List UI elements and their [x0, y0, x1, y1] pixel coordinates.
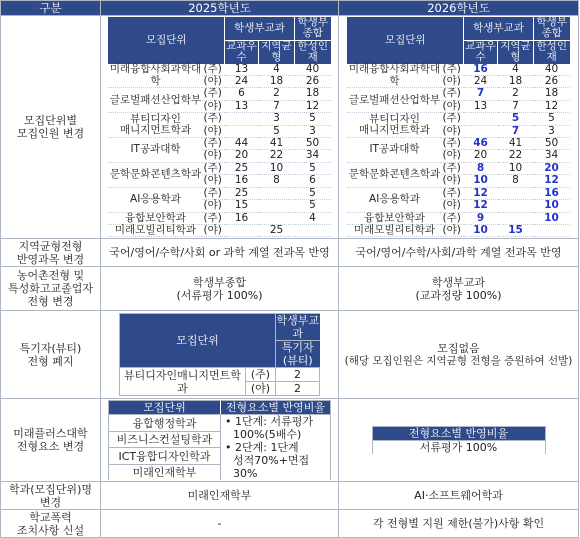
recruit-2025-cell	[101, 16, 339, 239]
special-head-b: 특기자(뷰티)	[276, 341, 320, 368]
recruit-count: 3	[534, 125, 570, 137]
recruit-count	[259, 187, 295, 199]
special-r1-value: 2	[276, 368, 320, 382]
header-2025: 2025학년도	[101, 1, 339, 16]
recruit-unit-name: 뷰티디자인 매니지먼트학과	[347, 113, 441, 138]
recruit-shift-label: (야)	[202, 76, 224, 88]
special-r2-label: (야)	[245, 382, 275, 396]
recruit-shift-label: (야)	[202, 100, 224, 112]
future-table	[108, 400, 331, 480]
recruit-shift-label: (주)	[202, 187, 224, 199]
recruit-count: 5	[295, 162, 331, 174]
future-ratio-line-2: • 2단계: 1단계	[225, 441, 299, 455]
recruit-count: 10	[498, 162, 534, 174]
recruit-count: 22	[259, 150, 295, 162]
recruit-head-group2: 학생부종합	[534, 17, 570, 40]
recruit-count: 18	[498, 76, 534, 88]
recruit-shift-label: (야)	[441, 224, 463, 236]
future-unit-1: 비즈니스컨설팅학과	[109, 431, 221, 448]
recruit-count: 6	[295, 175, 331, 187]
future-2025	[101, 399, 339, 482]
recruit-shift-label: (주)	[202, 212, 224, 224]
special-2026-note: (해당 모집인원은 지역균형 전형을 증원하여 선발)	[344, 354, 573, 367]
recruit-count	[498, 187, 534, 199]
recruit-count: 5	[498, 113, 534, 125]
recruit-row	[108, 162, 330, 174]
recruit-count: 24	[225, 76, 259, 88]
recruit-head-unit: 모집단위	[108, 17, 224, 64]
recruit-count: 7	[464, 88, 498, 100]
recruit-unit-name: IT공과대학	[108, 138, 202, 163]
rural-2025	[101, 267, 339, 311]
recruit-subhead-3: 한성인재	[534, 40, 570, 63]
recruit-unit-name: 뷰티디자인 매니지먼트학과	[108, 113, 202, 138]
recruit-subhead-2: 지역균형	[498, 40, 534, 63]
recruit-unit-name: 미래융합사회과학대학	[109, 63, 202, 87]
special-r2-value: 2	[276, 382, 320, 396]
recruit-shift-label: (야)	[202, 224, 224, 236]
recruit-count: 2	[498, 88, 534, 100]
recruit-count: 18	[534, 88, 570, 100]
regional-2025: 국어/영어/수학/사회 or 과학 계열 전과목 반영	[101, 239, 339, 267]
recruit-count: 44	[225, 138, 259, 150]
row-label-violence: 학교폭력 조치사항 신설	[1, 510, 101, 538]
recruit-row	[347, 64, 569, 76]
recruit-subhead-1: 교과우수	[226, 39, 257, 64]
row-label-regional: 지역균형전형 반영과목 변경	[1, 239, 101, 267]
recruit-count: 16	[534, 187, 570, 199]
future-head-unit: 모집단위	[109, 401, 221, 415]
recruit-row	[108, 224, 330, 236]
special-table	[119, 313, 320, 396]
recruit-unit-name: 글로벌패션산업학부	[347, 88, 441, 113]
recruit-count: 10	[534, 200, 570, 212]
recruit-unit-name: 융합보안학과	[108, 212, 202, 224]
recruit-row	[347, 224, 569, 236]
recruit-shift-label: (야)	[441, 100, 463, 112]
recruit-count: 10	[464, 224, 498, 236]
recruit-unit-name: 문학문화콘텐츠학과	[347, 162, 441, 187]
regional-2026: 국어/영어/수학/사회/과학 계열 전과목 반영	[339, 239, 579, 267]
recruit-count: 2	[259, 88, 295, 100]
recruit-unit-name: IT공과대학	[347, 138, 441, 163]
recruit-count: 7	[498, 100, 534, 112]
row-label-rural: 농어촌전형 및 특성화고교졸업자 전형 변경	[1, 267, 101, 311]
recruit-row	[108, 187, 330, 199]
recruit-count	[498, 212, 534, 224]
violence-2026: 각 전형별 지원 제한(불가)사항 확인	[339, 510, 579, 538]
special-head-a: 학생부교과	[276, 314, 319, 341]
future-unit-2: ICT융합디자인학과	[109, 448, 221, 465]
recruit-count	[295, 224, 331, 236]
recruit-count: 12	[534, 175, 570, 187]
recruit-row	[347, 187, 569, 199]
recruit-table-y2025	[108, 17, 330, 237]
recruit-count: 9	[464, 212, 498, 224]
recruit-count	[225, 224, 259, 236]
future-2026	[339, 399, 579, 482]
recruit-count: 12	[464, 200, 498, 212]
recruit-shift-label: (야)	[441, 150, 463, 162]
recruit-count: 4	[498, 64, 534, 76]
rename-2025: 미래인재학부	[101, 482, 339, 510]
future-ratio-line-1: 100%(5배수)	[233, 428, 302, 442]
recruit-count: 34	[295, 150, 331, 162]
recruit-shift-label: (주)	[441, 187, 463, 199]
future-2026-table	[372, 426, 546, 454]
recruit-count: 46	[464, 138, 498, 150]
future-unit-3: 미래인재학부	[109, 464, 221, 480]
special-head-unit: 모집단위	[119, 314, 275, 368]
row-label-rename: 학과(모집단위)명 변경	[1, 482, 101, 510]
recruit-row	[108, 212, 330, 224]
recruit-shift-label: (주)	[202, 162, 224, 174]
recruit-count: 41	[259, 138, 295, 150]
recruit-count: 13	[225, 64, 259, 76]
recruit-count: 4	[295, 212, 331, 224]
recruit-count: 16	[225, 175, 259, 187]
rename-2026: AI·소프트웨어학과	[339, 482, 579, 510]
recruit-head-group1: 학생부교과	[225, 17, 295, 40]
recruit-shift-label: (야)	[202, 125, 224, 137]
recruit-count: 25	[225, 187, 259, 199]
recruit-row	[347, 212, 569, 224]
future-ratio-list	[221, 415, 331, 481]
future-head-ratio: 전형요소별 반영비율	[221, 401, 331, 415]
row-label-future: 미래플러스대학 전형요소 변경	[1, 399, 101, 482]
recruit-count: 25	[225, 162, 259, 174]
recruit-count: 12	[295, 100, 331, 112]
recruit-count: 4	[259, 64, 295, 76]
rural-2025-detail: (서류평가 100%)	[176, 288, 263, 302]
recruit-count	[259, 212, 295, 224]
recruit-count: 5	[259, 125, 295, 137]
recruit-count: 7	[259, 100, 295, 112]
row-label-special: 특기자(뷰티) 전형 폐지	[1, 311, 101, 399]
recruit-shift-label: (야)	[441, 175, 463, 187]
future-2026-value: 서류평가 100%	[372, 441, 545, 455]
recruit-count: 5	[534, 113, 570, 125]
recruit-shift-label: (야)	[202, 175, 224, 187]
recruit-count: 15	[498, 224, 534, 236]
recruit-count: 24	[464, 76, 498, 88]
rural-2025-type: 학생부종합	[192, 275, 247, 289]
recruit-2026-cell	[339, 16, 579, 239]
recruit-shift-label: (야)	[441, 200, 463, 212]
recruit-count: 6	[225, 88, 259, 100]
recruit-count: 8	[259, 175, 295, 187]
recruit-count: 15	[225, 200, 259, 212]
recruit-count: 13	[464, 100, 498, 112]
recruit-count	[464, 113, 498, 125]
recruit-shift-label: (주)	[202, 64, 224, 76]
recruit-unit-name: 글로벌패션산업학부	[108, 88, 202, 113]
recruit-subhead-3: 한성인재	[295, 40, 331, 63]
recruit-shift-label: (주)	[441, 138, 463, 150]
recruit-shift-label: (주)	[202, 138, 224, 150]
recruit-unit-name: 문학문화콘텐츠학과	[108, 162, 202, 187]
recruit-count: 20	[464, 150, 498, 162]
recruit-shift-label: (야)	[441, 76, 463, 88]
recruit-count: 20	[534, 162, 570, 174]
recruit-count: 13	[225, 100, 259, 112]
recruit-unit-name: 미래융합사회과학대학	[348, 63, 441, 87]
recruit-row	[347, 162, 569, 174]
future-unit-0: 융합행정학과	[109, 415, 221, 432]
recruit-count: 40	[534, 64, 570, 76]
recruit-row	[347, 113, 569, 125]
recruit-count	[498, 200, 534, 212]
row-label-recruit: 모집단위별 모집인원 변경	[1, 16, 101, 239]
recruit-count: 8	[464, 162, 498, 174]
recruit-count: 3	[259, 113, 295, 125]
recruit-count: 10	[464, 175, 498, 187]
recruit-count	[464, 125, 498, 137]
recruit-table-y2026	[347, 17, 569, 237]
recruit-subhead-1: 교과우수	[465, 39, 496, 64]
recruit-count	[259, 200, 295, 212]
recruit-subhead-2: 지역균형	[259, 40, 295, 63]
recruit-count: 50	[534, 138, 570, 150]
recruit-count: 7	[498, 125, 534, 137]
recruit-unit-name: AI응용학과	[347, 187, 441, 212]
header-2026: 2026학년도	[339, 1, 579, 16]
special-unit: 뷰티디자인매니지먼트학과	[119, 368, 245, 396]
recruit-unit-name: AI응용학과	[108, 187, 202, 212]
rural-2026-type: 학생부교과	[431, 275, 486, 289]
recruit-count: 10	[534, 212, 570, 224]
recruit-shift-label: (주)	[441, 162, 463, 174]
recruit-count: 22	[498, 150, 534, 162]
recruit-count: 16	[464, 64, 498, 76]
recruit-shift-label: (주)	[441, 212, 463, 224]
special-2026-none: 모집없음	[437, 341, 480, 355]
recruit-count: 26	[534, 76, 570, 88]
recruit-head-group2: 학생부종합	[295, 17, 331, 40]
recruit-count: 41	[498, 138, 534, 150]
recruit-count	[225, 125, 259, 137]
recruit-count: 26	[295, 76, 331, 88]
recruit-count: 8	[498, 175, 534, 187]
recruit-count: 16	[225, 212, 259, 224]
recruit-count: 5	[295, 113, 331, 125]
recruit-count	[225, 113, 259, 125]
recruit-shift-label: (야)	[441, 125, 463, 137]
recruit-count: 12	[534, 100, 570, 112]
special-r1-label: (주)	[245, 368, 275, 382]
rural-2026-detail: (교과정량 100%)	[415, 288, 502, 302]
recruit-unit-name: 미래모빌리티학과	[347, 224, 441, 236]
recruit-shift-label: (야)	[202, 200, 224, 212]
violence-2025: -	[101, 510, 339, 538]
recruit-count: 25	[259, 224, 295, 236]
recruit-count: 40	[295, 64, 331, 76]
recruit-count: 50	[295, 138, 331, 150]
recruit-row	[347, 88, 569, 100]
recruit-count: 5	[295, 200, 331, 212]
recruit-shift-label: (주)	[441, 88, 463, 100]
recruit-unit-name: 융합보안학과	[347, 212, 441, 224]
recruit-count: 18	[295, 88, 331, 100]
recruit-shift-label: (야)	[202, 150, 224, 162]
recruit-count: 12	[464, 187, 498, 199]
recruit-row	[108, 113, 330, 125]
future-2026-head: 전형요소별 반영비율	[372, 427, 545, 441]
recruit-count: 20	[225, 150, 259, 162]
rural-2026	[339, 267, 579, 311]
recruit-head-group1: 학생부교과	[464, 17, 534, 40]
recruit-count: 3	[295, 125, 331, 137]
recruit-count: 34	[534, 150, 570, 162]
future-ratio-line-3: 성적70%+면접 30%	[233, 454, 310, 481]
recruit-shift-label: (주)	[441, 64, 463, 76]
recruit-shift-label: (주)	[202, 88, 224, 100]
recruit-unit-name: 미래모빌리티학과	[108, 224, 202, 236]
recruit-row	[108, 88, 330, 100]
recruit-count	[534, 224, 570, 236]
recruit-head-unit: 모집단위	[347, 17, 463, 64]
recruit-count: 10	[259, 162, 295, 174]
recruit-count: 5	[295, 187, 331, 199]
recruit-shift-label: (주)	[441, 113, 463, 125]
special-2025	[101, 311, 339, 399]
recruit-shift-label: (주)	[202, 113, 224, 125]
recruit-row	[108, 64, 330, 76]
header-category: 구분	[1, 1, 101, 16]
special-2026	[339, 311, 579, 399]
recruit-count: 18	[259, 76, 295, 88]
future-ratio-line-0: • 1단계: 서류평가	[225, 415, 313, 429]
